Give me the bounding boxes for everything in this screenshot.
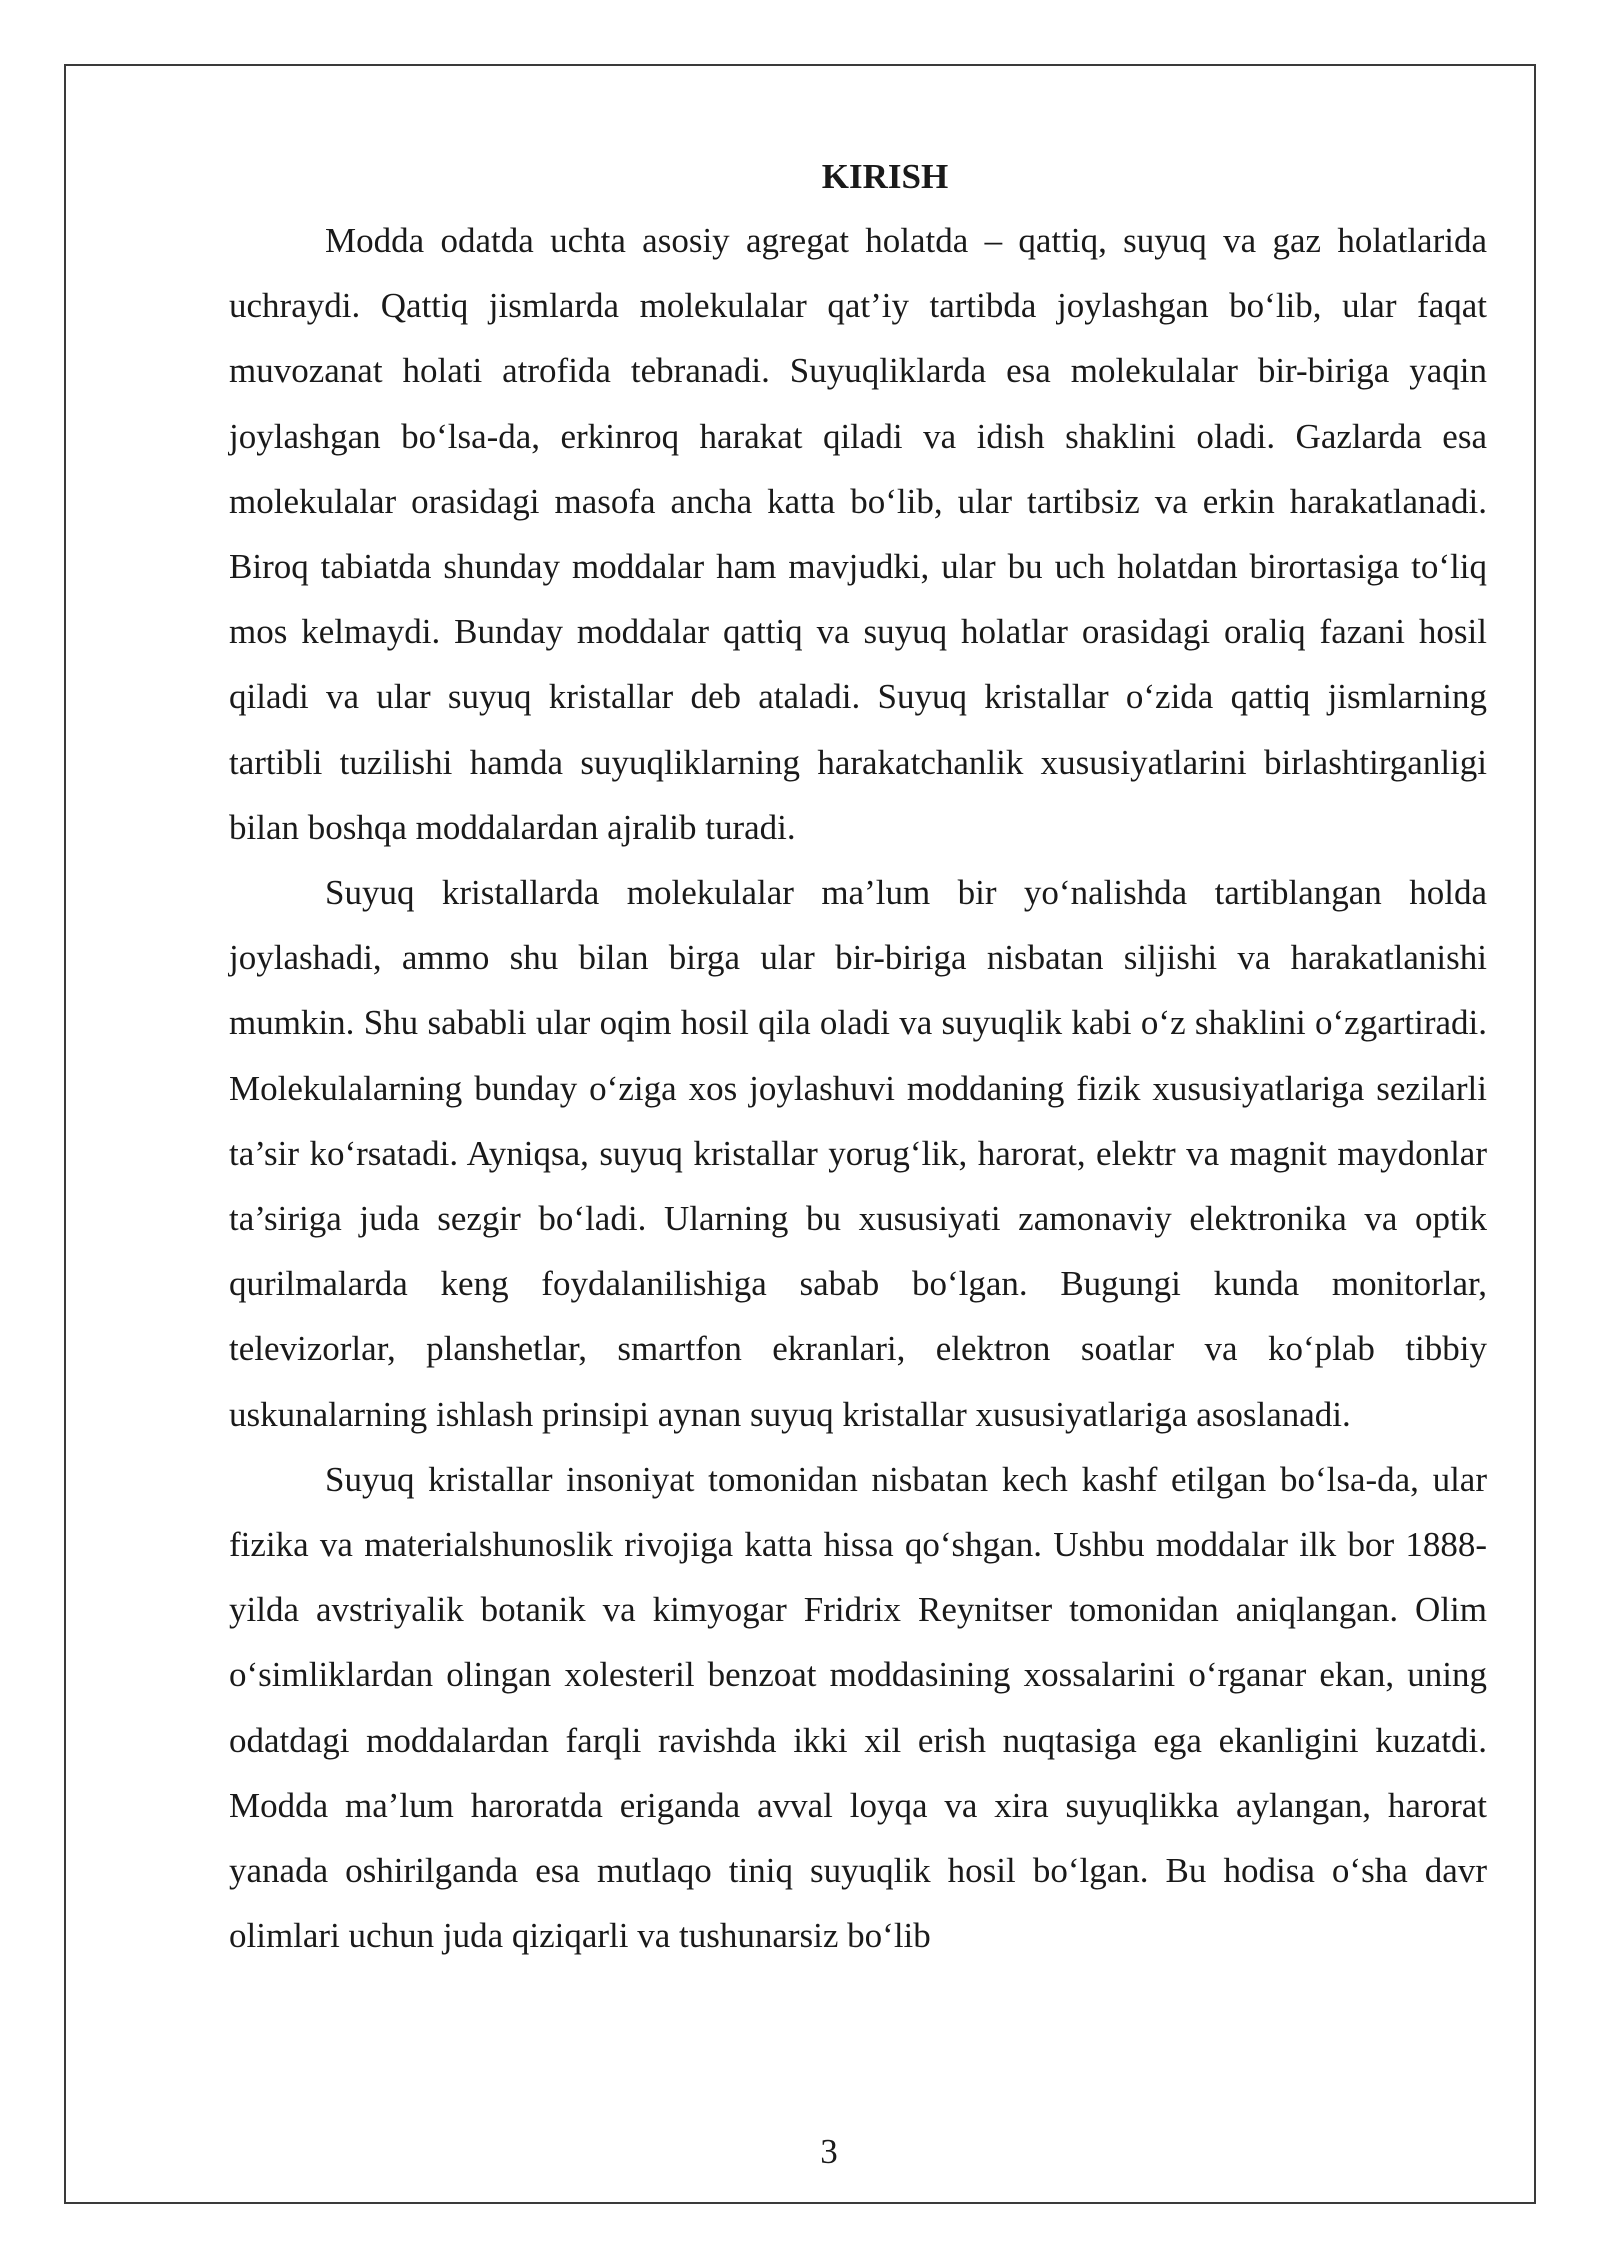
page-number: 3 <box>820 2132 838 2171</box>
document-body <box>229 150 1487 1968</box>
paragraph-2: Suyuq kristallarda molekulalar ma’lum bir yo‘nalishda tartiblangan holda joylashadi, ammo shu bilan birga ular bir-biriga nisbatan siljishi va harakatlanishi mumkin. Shu sababli ular oqim hosil qila oladi va suyuqlik kabi o‘z shaklini o‘zgartiradi. Molekulalarning bunday o‘ziga xos joylashuvi moddaning fizik xususiyatlariga sezilarli ta’sir ko‘rsatadi. Ayniqsa, suyuq kristallar yorug‘lik, harorat, elektr va magnit maydonlar ta’siriga juda sezgir bo‘ladi. Ularning bu xususiyati zamonaviy elektronika va optik qurilmalarda keng foydalanilishiga sabab bo‘lgan. Bugungi kunda monitorlar, televizorlar, planshetlar, smartfon ekranlari, elektron soatlar va ko‘plab tibbiy uskunalarning ishlash prinsipi aynan suyuq kristallar xususiyatlariga asoslanadi. <box>229 873 1487 1434</box>
paragraph-1: Modda odatda uchta asosiy agregat holatda – qattiq, suyuq va gaz holatlarida uchraydi. Qattiq jismlarda molekulalar qat’iy tartibda joylashgan bo‘lib, ular faqat muvozanat holati atrofida tebranadi. Suyuqliklarda esa molekulalar bir-biriga yaqin joylashgan bo‘lsa-da, erkinroq harakat qiladi va idish shaklini oladi. Gazlarda esa molekulalar orasidagi masofa ancha katta bo‘lib, ular tartibsiz va erkin harakatlanadi. Biroq tabiatda shunday moddalar ham mavjudki, ular bu uch holatdan birortasiga to‘liq mos kelmaydi. Bunday moddalar qattiq va suyuq holatlar orasidagi oraliq fazani hosil qiladi va ular suyuq kristallar deb ataladi. Suyuq kristallar o‘zida qattiq jismlarning tartibli tuzilishi hamda suyuqliklarning harakatchanlik xususiyatlarini birlashtirganligi bilan boshqa moddalardan ajralib turadi. <box>229 221 1487 847</box>
paragraph-3: Suyuq kristallar insoniyat tomonidan nisbatan kech kashf etilgan bo‘lsa-da, ular fizika va materialshunoslik rivojiga katta hissa qo‘shgan. Ushbu moddalar ilk bor 1888-yilda avstriyalik botanik va kimyogar Fridrix Reynitser tomonidan aniqlangan. Olim o‘simliklardan olingan xolesteril benzoat moddasining xossalarini o‘rganar ekan, uning odatdagi moddalardan farqli ravishda ikki xil erish nuqtasiga ega ekanligini kuzatdi. Modda ma’lum haroratda eriganda avval loyqa va xira suyuqlikka aylangan, harorat yanada oshirilganda esa mutlaqo tiniq suyuqlik hosil bo‘lgan. Bu hodisa o‘sha davr olimlari uchun juda qiziqarli va tushunarsiz bo‘lib <box>229 1459 1487 1956</box>
section-title: KIRISH <box>821 157 949 196</box>
